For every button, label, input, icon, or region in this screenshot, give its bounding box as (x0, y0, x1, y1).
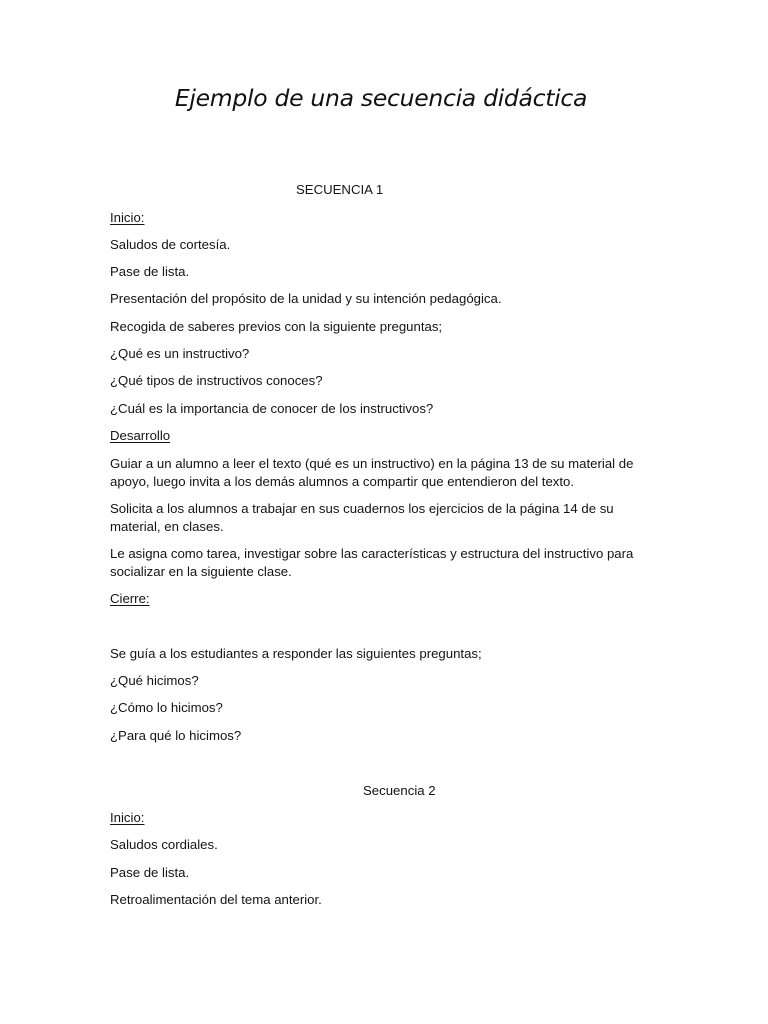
document-title: Ejemplo de una secuencia didáctica (174, 84, 588, 112)
desarrollo-item: Solicita a los alumnos a trabajar en sus cuadernos los ejercicios de la página 14 de su material, en clases. (110, 501, 614, 534)
question-item: ¿Cuál es la importancia de conocer de los instructivos? (110, 401, 434, 416)
question-item: ¿Qué hicimos? (110, 673, 199, 688)
inicio-item: Pase de lista. (110, 865, 190, 880)
cierre-item: Se guía a los estudiantes a responder las siguientes preguntas; (110, 646, 482, 661)
inicio-item: Saludos de cortesía. (110, 237, 231, 252)
question-item: ¿Qué es un instructivo? (110, 346, 250, 361)
inicio-heading: Inicio: (110, 810, 145, 825)
question-item: ¿Qué tipos de instructivos conoces? (110, 373, 323, 388)
question-item: ¿Cómo lo hicimos? (110, 700, 223, 715)
inicio-item: Retroalimentación del tema anterior. (110, 892, 322, 907)
inicio-item: Recogida de saberes previos con la siguiente preguntas; (110, 319, 443, 334)
inicio-heading: Inicio: (110, 210, 145, 225)
inicio-item: Presentación del propósito de la unidad y su intención pedagógica. (110, 291, 502, 306)
cierre-heading: Cierre: (110, 591, 150, 606)
secuencia-2-title: Secuencia 2 (363, 783, 436, 798)
secuencia-1-title: SECUENCIA 1 (296, 182, 384, 197)
desarrollo-item: Guiar a un alumno a leer el texto (qué es un instructivo) en la página 13 de su material de apoyo, luego invita a los demás alumnos a compartir que entendieron del texto. (110, 456, 634, 489)
inicio-item: Pase de lista. (110, 264, 190, 279)
inicio-item: Saludos cordiales. (110, 837, 218, 852)
desarrollo-heading: Desarrollo (110, 428, 171, 443)
desarrollo-item: Le asigna como tarea, investigar sobre las características y estructura del instructivo para socializar en la siguiente clase. (110, 546, 634, 579)
question-item: ¿Para qué lo hicimos? (110, 728, 242, 743)
